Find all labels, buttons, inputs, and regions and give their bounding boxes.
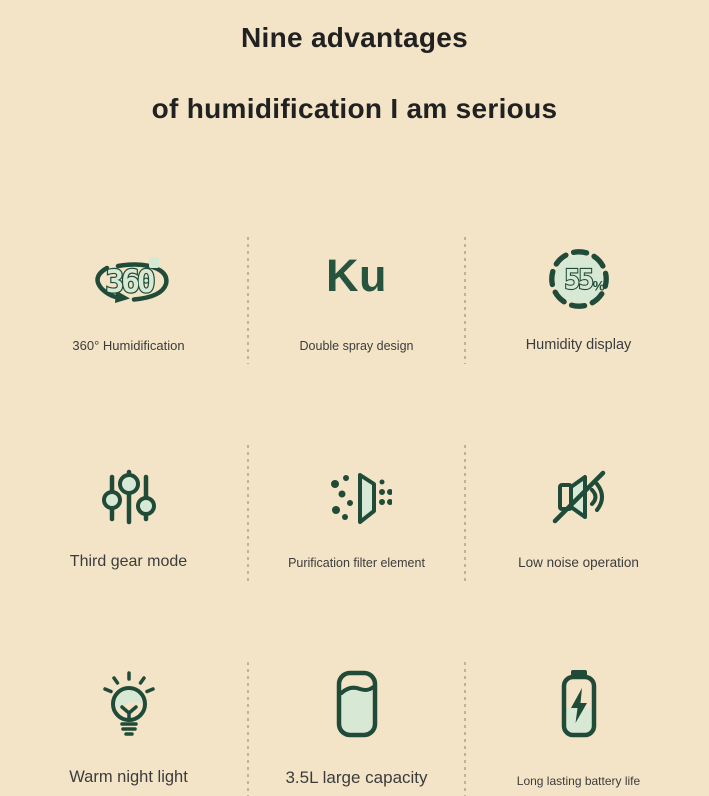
humidity-unit: % <box>592 278 605 294</box>
feature-label: Double spray design <box>299 339 414 353</box>
rotate-360-value: 360 <box>105 264 152 300</box>
water-tank-icon <box>324 668 390 744</box>
feature-card-360-humidification <box>0 237 247 364</box>
feature-label: Humidity display <box>525 336 632 353</box>
feature-label: 3.5L large capacity <box>285 767 428 787</box>
ku-logo-text: Ku <box>326 250 387 301</box>
feature-row-2 <box>0 445 709 585</box>
filter-icon <box>322 465 392 527</box>
sliders-icon <box>94 465 164 527</box>
feature-card-low-noise <box>466 445 709 585</box>
battery-icon <box>548 668 610 742</box>
feature-row-1 <box>0 237 709 364</box>
ku-logo-icon <box>326 245 387 301</box>
feature-card-third-gear <box>0 445 247 585</box>
feature-label: Third gear mode <box>69 552 188 570</box>
feature-card-purification-filter <box>247 445 466 585</box>
feature-label: 360° Humidification <box>72 338 185 354</box>
feature-card-night-light <box>0 662 247 796</box>
feature-row-3 <box>0 662 709 796</box>
muted-speaker-icon <box>543 465 615 527</box>
light-bulb-icon <box>94 668 164 744</box>
feature-label: Purification filter element <box>288 556 425 570</box>
feature-card-humidity-display <box>466 237 709 364</box>
page-title: Nine advantages <box>240 22 469 53</box>
feature-card-double-spray <box>247 237 466 364</box>
humidity-value: 55 <box>563 265 592 296</box>
rotate-360-icon <box>88 245 170 309</box>
feature-label: Warm night light <box>69 768 188 787</box>
feature-card-battery-life <box>466 662 709 796</box>
feature-card-large-capacity <box>247 662 466 796</box>
humidity-gauge-icon <box>545 245 613 313</box>
page-subtitle: of humidification I am serious <box>151 93 558 124</box>
feature-label: Low noise operation <box>518 554 639 570</box>
feature-label: Long lasting battery life <box>516 773 641 788</box>
